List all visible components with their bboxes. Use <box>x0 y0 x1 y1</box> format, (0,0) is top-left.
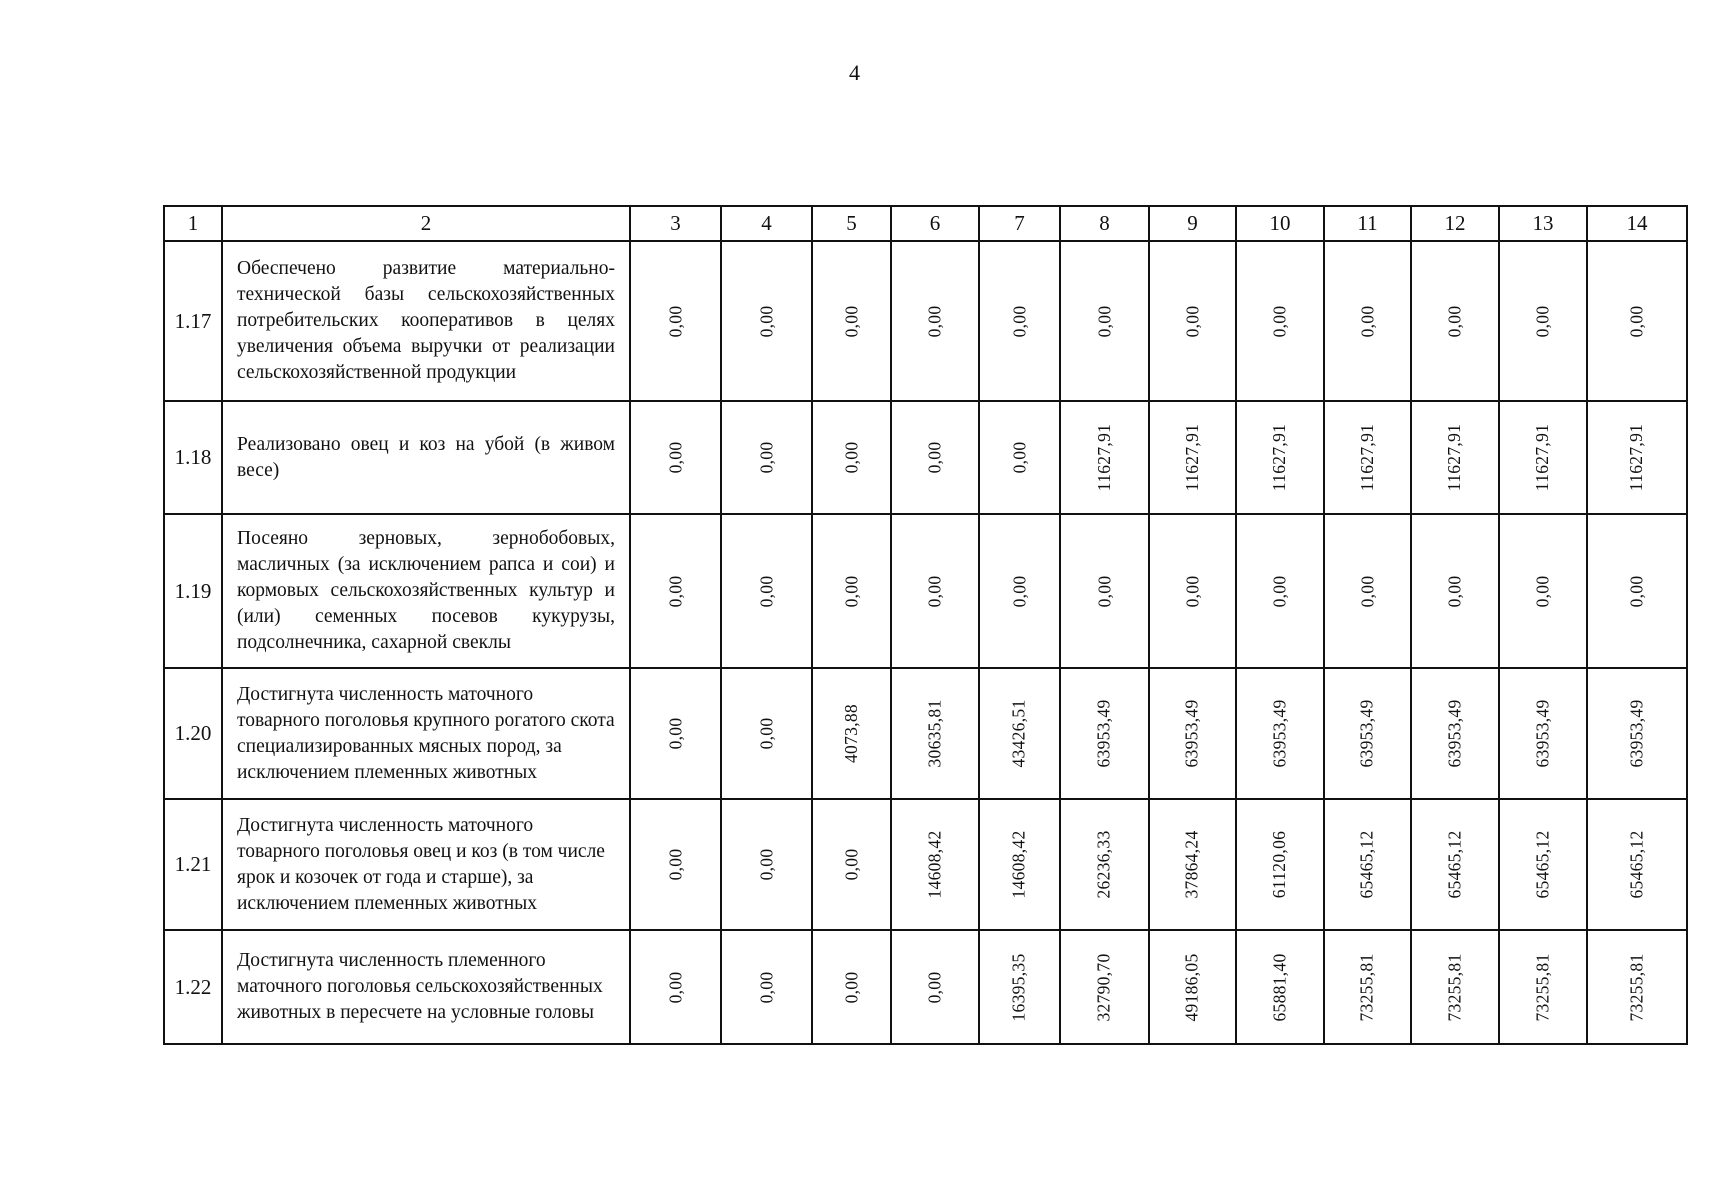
value-text: 63953,49 <box>1626 699 1647 768</box>
value-text: 0,00 <box>924 441 945 474</box>
value-cell <box>979 668 1060 799</box>
value-cell <box>812 799 891 930</box>
value-cell <box>1149 930 1236 1044</box>
value-text: 0,00 <box>1008 575 1029 607</box>
row-id: 1.22 <box>164 930 222 1044</box>
value-cell <box>721 401 812 514</box>
value-text: 0,00 <box>664 971 685 1003</box>
value-text: 0,00 <box>1093 305 1114 337</box>
value-cell <box>891 668 979 799</box>
value-text: 0,00 <box>1532 305 1553 337</box>
value-cell <box>1411 668 1499 799</box>
value-cell <box>721 799 812 930</box>
value-cell <box>1149 401 1236 514</box>
value-cell <box>1587 799 1687 930</box>
value-cell <box>1236 668 1324 799</box>
value-text: 63953,49 <box>1444 699 1465 768</box>
value-cell <box>1499 514 1587 668</box>
header-cell: 13 <box>1499 206 1587 241</box>
value-text: 4073,88 <box>840 704 861 763</box>
row-id: 1.17 <box>164 241 222 401</box>
value-cell <box>1587 668 1687 799</box>
value-text: 11627,91 <box>1626 423 1647 492</box>
value-cell <box>1411 514 1499 668</box>
value-text: 11627,91 <box>1181 423 1202 492</box>
value-text: 49186,05 <box>1182 952 1202 1022</box>
value-text: 14608,42 <box>924 830 945 899</box>
value-cell <box>1324 930 1411 1044</box>
row-description: Достигнута численность маточного товарного поголовья овец и коз (в том числе ярок и козочек от года и старше), за исключением племенных животных <box>222 799 630 930</box>
value-text: 63953,49 <box>1094 699 1114 768</box>
value-cell <box>1060 930 1149 1044</box>
value-text: 0,00 <box>1356 575 1377 607</box>
value-cell <box>630 668 721 799</box>
value-cell <box>1499 668 1587 799</box>
value-cell <box>891 401 979 514</box>
value-cell <box>891 241 979 401</box>
value-text: 0,00 <box>1093 575 1114 607</box>
value-cell <box>1587 401 1687 514</box>
value-text: 0,00 <box>924 305 945 337</box>
value-text: 0,00 <box>755 717 776 750</box>
value-text: 0,00 <box>840 848 861 881</box>
value-text: 65465,12 <box>1626 830 1647 899</box>
value-cell <box>1236 401 1324 514</box>
value-text: 11627,91 <box>1093 423 1114 492</box>
value-text: 63953,49 <box>1357 699 1377 768</box>
row-description: Посеяно зерновых, зернобобовых, масличных (за исключением рапса и сои) и кормовых сельскохозяйственных культур и (или) семенных посевов кукурузы, подсолнечника, сахарной свеклы <box>222 514 630 668</box>
value-cell <box>812 930 891 1044</box>
value-cell <box>891 930 979 1044</box>
value-text: 26236,33 <box>1094 830 1114 899</box>
value-cell <box>1149 241 1236 401</box>
value-cell <box>891 514 979 668</box>
value-text: 63953,49 <box>1532 699 1553 768</box>
value-cell <box>1499 930 1587 1044</box>
value-cell <box>1060 401 1149 514</box>
value-cell <box>1411 241 1499 401</box>
header-cell: 7 <box>979 206 1060 241</box>
value-cell <box>1587 930 1687 1044</box>
value-text: 0,00 <box>1008 441 1029 474</box>
value-cell <box>1587 241 1687 401</box>
value-cell <box>812 668 891 799</box>
row-id: 1.19 <box>164 514 222 668</box>
value-cell <box>630 514 721 668</box>
value-cell <box>1324 668 1411 799</box>
value-text: 0,00 <box>1181 575 1202 607</box>
value-text: 73255,81 <box>1532 952 1553 1022</box>
value-text: 11627,91 <box>1444 423 1465 492</box>
value-text: 0,00 <box>1444 575 1465 607</box>
value-text: 0,00 <box>664 305 685 337</box>
value-text: 0,00 <box>664 717 685 750</box>
value-cell <box>812 241 891 401</box>
value-text: 0,00 <box>1532 575 1553 607</box>
header-cell: 14 <box>1587 206 1687 241</box>
value-text: 11627,91 <box>1269 423 1290 492</box>
value-text: 0,00 <box>755 441 776 474</box>
header-cell: 2 <box>222 206 630 241</box>
value-text: 0,00 <box>1008 305 1029 337</box>
value-cell <box>1499 799 1587 930</box>
value-cell <box>1499 401 1587 514</box>
value-text: 65881,40 <box>1269 952 1290 1022</box>
table-row <box>164 668 1687 799</box>
row-id: 1.18 <box>164 401 222 514</box>
value-text: 0,00 <box>1444 305 1465 337</box>
value-cell <box>1324 799 1411 930</box>
value-cell <box>630 799 721 930</box>
value-cell <box>979 799 1060 930</box>
row-id: 1.20 <box>164 668 222 799</box>
value-cell <box>1236 799 1324 930</box>
value-text: 0,00 <box>1181 305 1202 337</box>
row-description: Обеспечено развитие материально-технической базы сельскохозяйственных потребительских кооперативов в целях увеличения объема выручки от реализации сельскохозяйственной продукции <box>222 241 630 401</box>
row-description: Достигнута численность маточного товарного поголовья крупного рогатого скота специализированных мясных пород, за исключением племенных животных <box>222 668 630 799</box>
value-text: 65465,12 <box>1532 830 1553 899</box>
value-cell <box>979 514 1060 668</box>
value-cell <box>1324 241 1411 401</box>
value-text: 0,00 <box>755 305 776 337</box>
value-text: 0,00 <box>755 575 776 607</box>
value-text: 63953,49 <box>1269 699 1290 768</box>
value-cell <box>630 401 721 514</box>
value-cell <box>1060 799 1149 930</box>
value-cell <box>1411 401 1499 514</box>
value-cell <box>1149 668 1236 799</box>
value-text: 14608,42 <box>1009 830 1029 899</box>
value-text: 0,00 <box>664 848 685 881</box>
value-cell <box>1324 514 1411 668</box>
header-cell: 4 <box>721 206 812 241</box>
value-cell <box>979 401 1060 514</box>
value-text: 0,00 <box>924 971 945 1003</box>
value-cell <box>812 401 891 514</box>
value-text: 65465,12 <box>1357 830 1377 899</box>
value-text: 11627,91 <box>1356 423 1377 492</box>
value-text: 0,00 <box>1269 305 1290 337</box>
value-cell <box>1236 241 1324 401</box>
table-row <box>164 799 1687 930</box>
value-text: 73255,81 <box>1357 952 1377 1022</box>
value-cell <box>1060 514 1149 668</box>
value-cell <box>1236 514 1324 668</box>
value-cell <box>1499 241 1587 401</box>
value-text: 63953,49 <box>1182 699 1202 768</box>
value-text: 0,00 <box>1626 305 1647 337</box>
value-text: 43426,51 <box>1009 699 1029 768</box>
value-text: 0,00 <box>1269 575 1290 607</box>
value-cell <box>1060 241 1149 401</box>
value-text: 73255,81 <box>1444 952 1465 1022</box>
value-text: 37864,24 <box>1182 830 1202 899</box>
value-cell <box>1411 930 1499 1044</box>
header-cell: 9 <box>1149 206 1236 241</box>
table-row <box>164 401 1687 514</box>
value-text: 16395,35 <box>1009 952 1029 1022</box>
table-row <box>164 930 1687 1044</box>
value-cell <box>721 514 812 668</box>
value-text: 0,00 <box>664 441 685 474</box>
value-text: 65465,12 <box>1444 830 1465 899</box>
row-description: Реализовано овец и коз на убой (в живом весе) <box>222 401 630 514</box>
value-text: 0,00 <box>840 971 861 1003</box>
header-cell: 8 <box>1060 206 1149 241</box>
value-text: 0,00 <box>840 305 861 337</box>
header-cell: 11 <box>1324 206 1411 241</box>
value-cell <box>812 514 891 668</box>
value-cell <box>1324 401 1411 514</box>
value-text: 0,00 <box>1356 305 1377 337</box>
value-cell <box>979 241 1060 401</box>
value-text: 11627,91 <box>1532 423 1553 492</box>
value-text: 61120,06 <box>1269 830 1290 899</box>
value-cell <box>1411 799 1499 930</box>
table-row <box>164 241 1687 401</box>
value-cell <box>979 930 1060 1044</box>
value-cell <box>891 799 979 930</box>
value-cell <box>1587 514 1687 668</box>
page-number: 4 <box>849 60 860 85</box>
header-cell: 3 <box>630 206 721 241</box>
value-text: 0,00 <box>755 971 776 1003</box>
value-text: 0,00 <box>664 575 685 607</box>
row-description: Достигнута численность племенного маточного поголовья сельскохозяйственных животных в пересчете на условные головы <box>222 930 630 1044</box>
value-text: 32790,70 <box>1094 952 1114 1022</box>
value-text: 0,00 <box>840 575 861 607</box>
value-text: 0,00 <box>755 848 776 881</box>
table-header-row <box>164 206 1687 241</box>
header-cell: 10 <box>1236 206 1324 241</box>
value-cell <box>721 241 812 401</box>
value-cell <box>1149 799 1236 930</box>
value-text: 73255,81 <box>1626 952 1647 1022</box>
value-cell <box>1149 514 1236 668</box>
header-cell: 6 <box>891 206 979 241</box>
value-text: 0,00 <box>840 441 861 474</box>
row-id: 1.21 <box>164 799 222 930</box>
value-text: 30635,81 <box>924 699 945 768</box>
header-cell: 5 <box>812 206 891 241</box>
table-row <box>164 514 1687 668</box>
value-cell <box>630 241 721 401</box>
value-text: 0,00 <box>924 575 945 607</box>
value-cell <box>1060 668 1149 799</box>
value-text: 0,00 <box>1626 575 1647 607</box>
value-cell <box>1236 930 1324 1044</box>
value-cell <box>630 930 721 1044</box>
header-cell: 1 <box>164 206 222 241</box>
value-cell <box>721 930 812 1044</box>
header-cell: 12 <box>1411 206 1499 241</box>
value-cell <box>721 668 812 799</box>
indicators-table <box>163 205 1688 1045</box>
